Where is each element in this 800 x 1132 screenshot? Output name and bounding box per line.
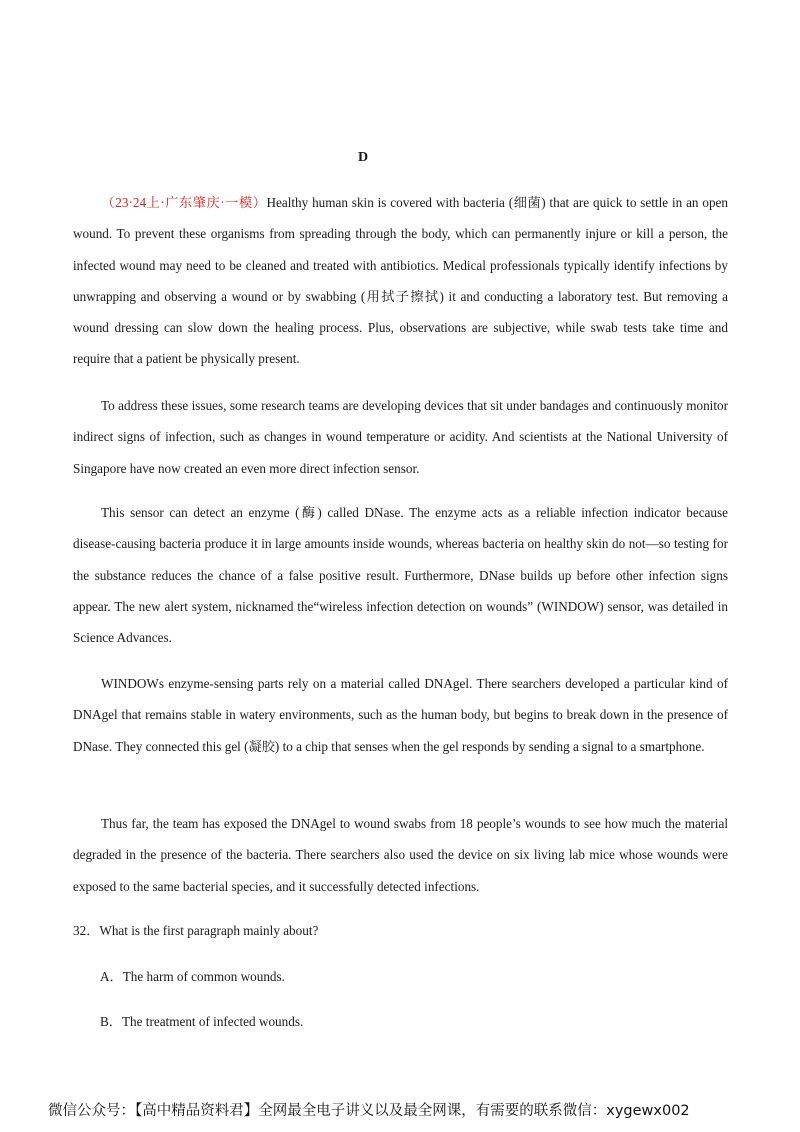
footer-notice: 微信公众号：【高中精品资料君】全网最全电子讲义以及最全网课，有需要的联系微信：xygewx002 (48, 1103, 690, 1119)
paragraph-4-text: WINDOWs enzyme-sensing parts rely on a material called DNAgel. There searchers developed a particular kind of DNAgel that remains stable in watery environments, such as the human body, but begins to break down in the presence of DNase. They connected this gel (凝胶) to a chip that senses when the gel responds by sending a signal to a smartphone. (73, 676, 728, 754)
paragraph-4 (73, 668, 728, 762)
paragraph-3-text: This sensor can detect an enzyme (酶) called DNase. The enzyme acts as a reliable infection indicator because disease-causing bacteria produce it in large amounts inside wounds, whereas bacteria on healthy skin do not—so testing for the substance reduces the chance of a false positive result. Furthermore, DNase builds up before other infection signs appear. The new alert system, nicknamed the“wireless infection detection on wounds” (WINDOW) sensor, was detailed in Science Advances. (73, 505, 728, 646)
paragraph-5 (73, 808, 728, 902)
paragraph-2-text: To address these issues, some research teams are developing devices that sit under bandages and continuously monitor indirect signs of infection, such as changes in wound temperature or acidity. And scientists at the National University of Singapore have now created an even more direct infection sensor. (73, 398, 728, 476)
paragraph-2 (73, 390, 728, 484)
paragraph-3 (73, 497, 728, 653)
paragraph-5-text: Thus far, the team has exposed the DNAgel to wound swabs from 18 people’s wounds to see how much the material degraded in the presence of the bacteria. There searchers also used the device on six living lab mice whose wounds were exposed to the same bacterial species, and it successfully detected infections. (73, 816, 728, 894)
paragraph-1 (73, 187, 728, 375)
source-label: （23·24上·广东肇庆·一模） (101, 195, 267, 210)
paragraph-1-text: Healthy human skin is covered with bacteria (细菌) that are quick to settle in an open wound. To prevent these organisms from spreading through the body, which can permanently injure or kill a person, the infected wound may need to be cleaned and treated with antibiotics. Medical professionals typically identify infections by unwrapping and observing a wound or by swabbing (用拭子擦拭) it and conducting a laboratory test. But removing a wound dressing can slow down the healing process. Plus, observations are subjective, while swab tests take time and require that a patient be physically present. (73, 195, 728, 367)
section-heading: D (357, 150, 369, 165)
option-b: B．The treatment of infected wounds. (100, 1014, 304, 1029)
question-32: 32．What is the first paragraph mainly about? (73, 923, 319, 938)
option-a: A．The harm of common wounds. (100, 969, 285, 984)
